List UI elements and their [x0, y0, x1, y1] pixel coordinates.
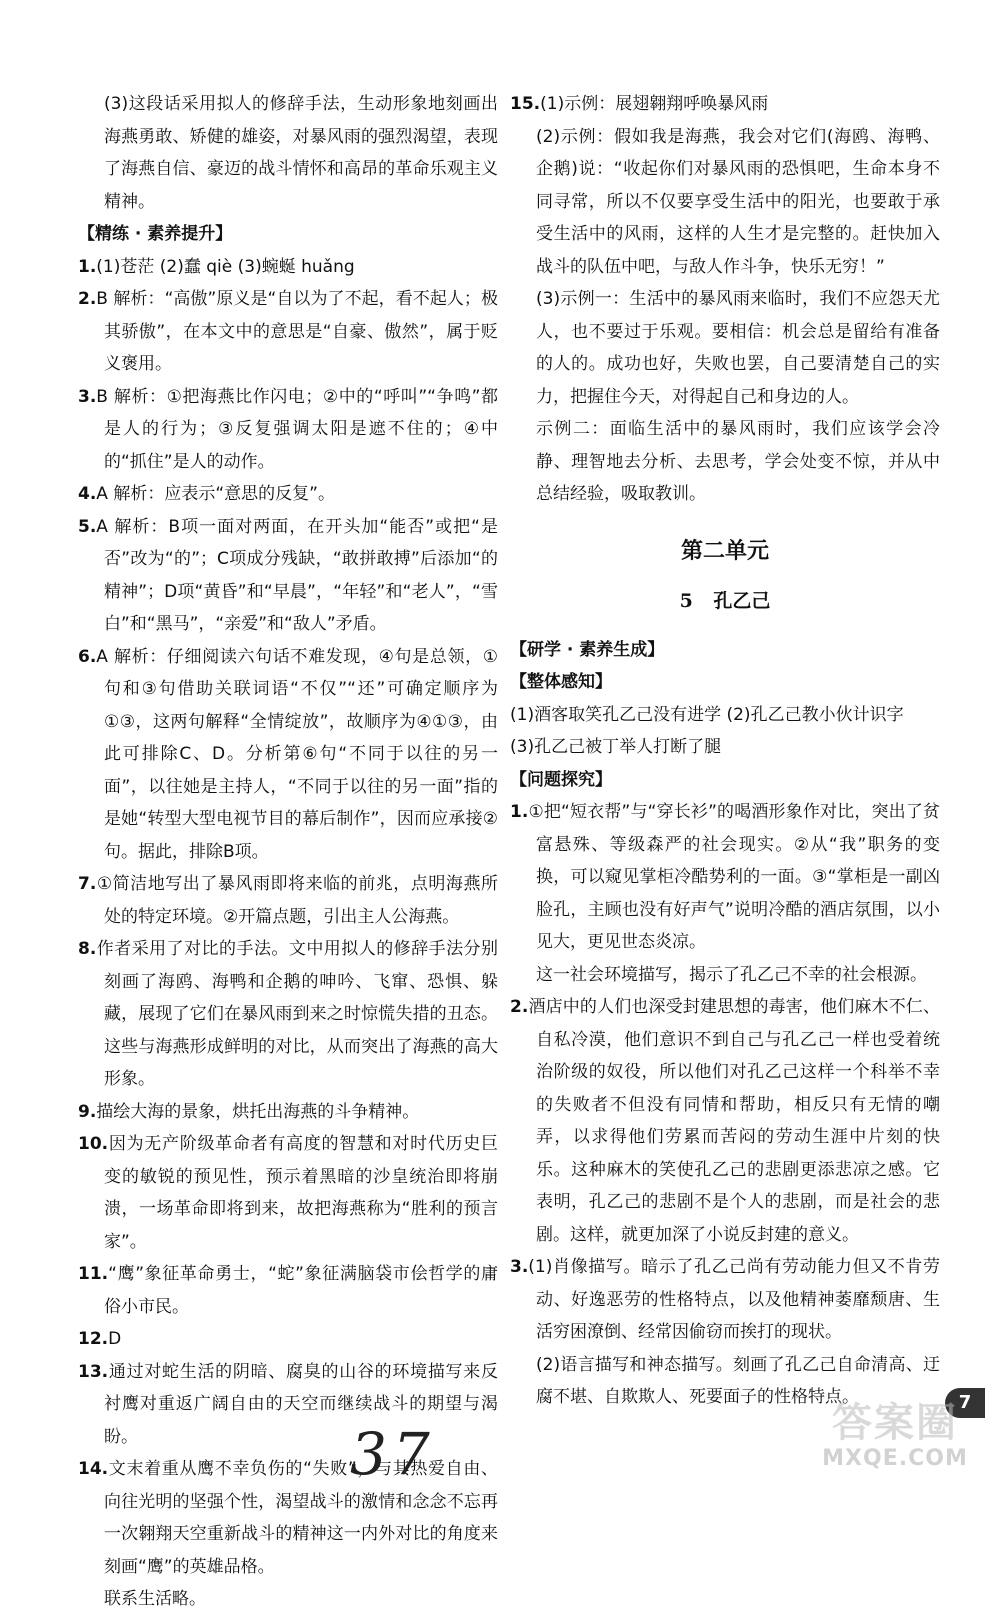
- item-text: B 解析：①把海燕比作闪电；②中的“呼叫”“争鸣”都是人的行为；③反复强调太阳是遮不住的；④中的“抓住”是人的动作。: [96, 386, 498, 472]
- right-bottom-block: [510, 634, 940, 1414]
- answer-item: [510, 413, 940, 511]
- page-number: 7: [945, 1388, 985, 1418]
- section-heading: [510, 764, 940, 797]
- item-text: 因为无产阶级革命者有高度的智慧和对时代历史巨变的敏锐的预见性，预示着黑暗的沙皇统治即将崩溃，一场革命即将到来，故把海燕称为“胜利的预言家”。: [104, 1134, 498, 1252]
- item-number: 8.: [78, 939, 97, 959]
- item-number: 7.: [78, 874, 97, 894]
- item-text: A 解析：仔细阅读六句话不难发现，④句是总领，①句和③句借助关联词语“不仅”“还”可确定顺序为①③，这两句解释“全情绽放”，故顺序为④①③，由此可排除C、D。分析第⑥句“不同于以往的另一面”，以往她是主持人，“不同于以往的另一面”指的是她“转型大型电视节目的幕后制作”，因而应承接②句。据此，排除B项。: [96, 646, 498, 862]
- answer-item: [510, 991, 940, 1251]
- item-number: 10.: [78, 1134, 109, 1154]
- item-text: A 解析：应表示“意思的反复”。: [96, 484, 335, 504]
- item-text: ①简洁地写出了暴风雨即将来临的前兆，点明海燕所处的特定环境。②开篇点题，引出主人公海燕。: [96, 874, 498, 927]
- item-number: 1.: [78, 256, 97, 277]
- answer-item: [78, 251, 498, 284]
- item-text: ①把“短衣帮”与“穿长衫”的喝酒形象作对比，突出了贫富悬殊、等级森严的社会现实。②从“我”职务的变换，可以窥见掌柜冷酷势利的一面。③“掌柜是一副凶脸孔，主顾也没有好声气”说明冷酷的酒店氛围，以小见大，更见世态炎凉。: [528, 802, 940, 952]
- answer-item: [78, 1096, 498, 1129]
- item-text: (1)示例：展翅翱翔呼唤暴风雨: [540, 94, 769, 114]
- item-text: A 解析：B项一面对两面，在开头加“能否”或把“是否”改为“的”；C项成分残缺，“敢拼敢搏”后添加“的精神”；D项“黄昏”和“早晨”，“年轻”和“老人”，“雪白”和“黑马”，“亲爱”和“敌人”矛盾。: [96, 516, 498, 634]
- answer-item: [78, 641, 498, 869]
- item-text: (3)孔乙己被丁举人打断了腿: [510, 737, 722, 757]
- item-number: 15.: [510, 94, 541, 114]
- answer-item: [78, 1583, 498, 1616]
- item-number: 4.: [78, 484, 97, 504]
- item-text: B 解析：“高傲”原义是“自以为了不起，看不起人；极其骄傲”，在本文中的意思是“自豪、傲然”，属于贬义褒用。: [96, 289, 498, 374]
- left-column: [78, 88, 498, 1616]
- section-heading: [510, 634, 940, 667]
- answer-item: [78, 511, 498, 641]
- item-text: (3)这段话采用拟人的修辞手法，生动形象地刻画出海燕勇敢、矫健的雄姿，对暴风雨的强烈渴望，表现了海燕自信、豪迈的战斗情怀和高昂的革命乐观主义精神。: [104, 94, 498, 212]
- answer-item: [78, 933, 498, 1096]
- answer-item: [78, 1258, 498, 1323]
- item-text: 【精练 · 素养提升】: [78, 224, 233, 244]
- item-number: 9.: [78, 1101, 97, 1122]
- watermark-top: 答案圈: [832, 1400, 958, 1446]
- item-text: 文末着重从鹰不幸负伤的“失败”，与其热爱自由、向往光明的坚强个性，渴望战斗的激情和念念不忘再一次翱翔天空重新战斗的精神这一内外对比的角度来刻画“鹰”的英雄品格。: [104, 1459, 498, 1577]
- item-text: (2)示例：假如我是海燕，我会对它们(海鸥、海鸭、企鹅)说：“收起你们对暴风雨的恐惧吧，生命本身不同寻常，所以不仅要享受生活中的阳光，也要敢于承受生活中的风雨，这样的人生才是完整的。赶快加入战斗的队伍中吧，与敌人作斗争，快乐无穷！”: [536, 126, 940, 277]
- item-number: 6.: [78, 646, 97, 667]
- unit-title: 第二单元: [680, 537, 769, 564]
- answer-item: [78, 88, 498, 218]
- section-heading: [510, 666, 940, 699]
- item-number: 2.: [510, 997, 529, 1017]
- item-text: 这一社会环境描写，揭示了孔乙己不幸的社会根源。: [536, 964, 927, 985]
- section-heading: [78, 218, 498, 251]
- item-number: 1.: [510, 802, 529, 822]
- lesson-title: 5 孔乙己: [679, 590, 771, 612]
- item-text: 联系生活略。: [104, 1589, 206, 1609]
- right-top-block: [510, 88, 940, 511]
- item-number: 11.: [78, 1264, 109, 1284]
- item-text: 通过对蛇生活的阴暗、腐臭的山谷的环境描写来反衬鹰对重返广阔自由的天空而继续战斗的期望与渴盼。: [104, 1361, 498, 1447]
- item-text: 【问题探究】: [510, 769, 612, 790]
- item-text: D: [108, 1329, 122, 1349]
- item-number: 2.: [78, 289, 97, 309]
- answer-item: [78, 478, 498, 511]
- item-text: “鹰”象征革命勇士，“蛇”象征满脑袋市侩哲学的庸俗小市民。: [104, 1264, 498, 1317]
- item-text: (1)肖像描写。暗示了孔乙己尚有劳动能力但又不肯劳动、好逸恶劳的性格特点，以及他精神萎靡颓唐、生活穷困潦倒、经常因偷窃而挨打的现状。: [528, 1257, 940, 1342]
- answer-item: [510, 959, 940, 992]
- right-column: [510, 88, 940, 1414]
- item-text: 酒店中的人们也深受封建思想的毒害，他们麻木不仁、自私冷漠，他们意识不到自己与孔乙己一样也受着统治阶级的奴役，所以他们对孔乙己这样一个科举不幸的失败者不但没有同情和帮助，相反只有无情的嘲弄，以求得他们劳累而苦闷的劳动生涯中片刻的快乐。这种麻木的笑使孔乙己的悲剧更添悲凉之感。它表明，孔乙己的悲剧不是个人的悲剧，而是社会的悲剧。这样，就更加深了小说反封建的意义。: [528, 997, 940, 1245]
- item-text: 示例二：面临生活中的暴风雨时，我们应该学会冷静、理智地去分析、去思考，学会处变不惊，并从中总结经验，吸取教训。: [536, 419, 940, 504]
- item-text: 【整体感知】: [510, 672, 612, 692]
- item-number: 14.: [78, 1459, 109, 1479]
- item-text: (3)示例一：生活中的暴风雨来临时，我们不应怨天尤人，也不要过于乐观。要相信：机会总是留给有准备的人的。成功也好，失败也罢，自己要清楚自己的实力，把握住今天，对得起自己和身边的人。: [536, 289, 940, 407]
- item-number: 5.: [78, 516, 97, 537]
- item-text: 作者采用了对比的手法。文中用拟人的修辞手法分别刻画了海鸥、海鸭和企鹅的呻吟、飞窜、恐惧、躲藏，展现了它们在暴风雨到来之时惊慌失措的丑态。这些与海燕形成鲜明的对比，从而突出了海燕的高大形象。: [96, 939, 498, 1089]
- item-text: 【研学 · 素养生成】: [510, 639, 665, 660]
- item-number: 13.: [78, 1361, 109, 1382]
- answer-item: [510, 88, 940, 121]
- item-text: 描绘大海的景象，烘托出海燕的斗争精神。: [96, 1101, 420, 1122]
- answer-item: [510, 699, 940, 732]
- item-text: (1)苍茫 (2)蠢 qiè (3)蜿蜒 huǎng: [96, 256, 355, 277]
- answer-item: [78, 1128, 498, 1258]
- answer-item: [78, 381, 498, 479]
- answer-item: [510, 121, 940, 284]
- item-text: (1)酒客取笑孔乙己没有进学 (2)孔乙己教小伙计识字: [510, 704, 904, 725]
- answer-item: [510, 731, 940, 764]
- item-number: 3.: [78, 386, 97, 407]
- watermark-logo: [800, 1400, 990, 1480]
- item-number: 3.: [510, 1257, 529, 1277]
- answer-item: [78, 868, 498, 933]
- answer-item: [78, 283, 498, 381]
- answer-item: [510, 1251, 940, 1349]
- item-number: 12.: [78, 1329, 109, 1349]
- answer-item: [510, 283, 940, 413]
- handwritten-number: 37: [350, 1420, 436, 1488]
- answer-item: [78, 1323, 498, 1356]
- answer-item: [510, 796, 940, 959]
- watermark-bottom: MXQE.COM: [822, 1446, 968, 1471]
- item-text: (2)语言描写和神态描写。刻画了孔乙己自命清高、迂腐不堪、自欺欺人、死要面子的性格特点。: [536, 1354, 940, 1407]
